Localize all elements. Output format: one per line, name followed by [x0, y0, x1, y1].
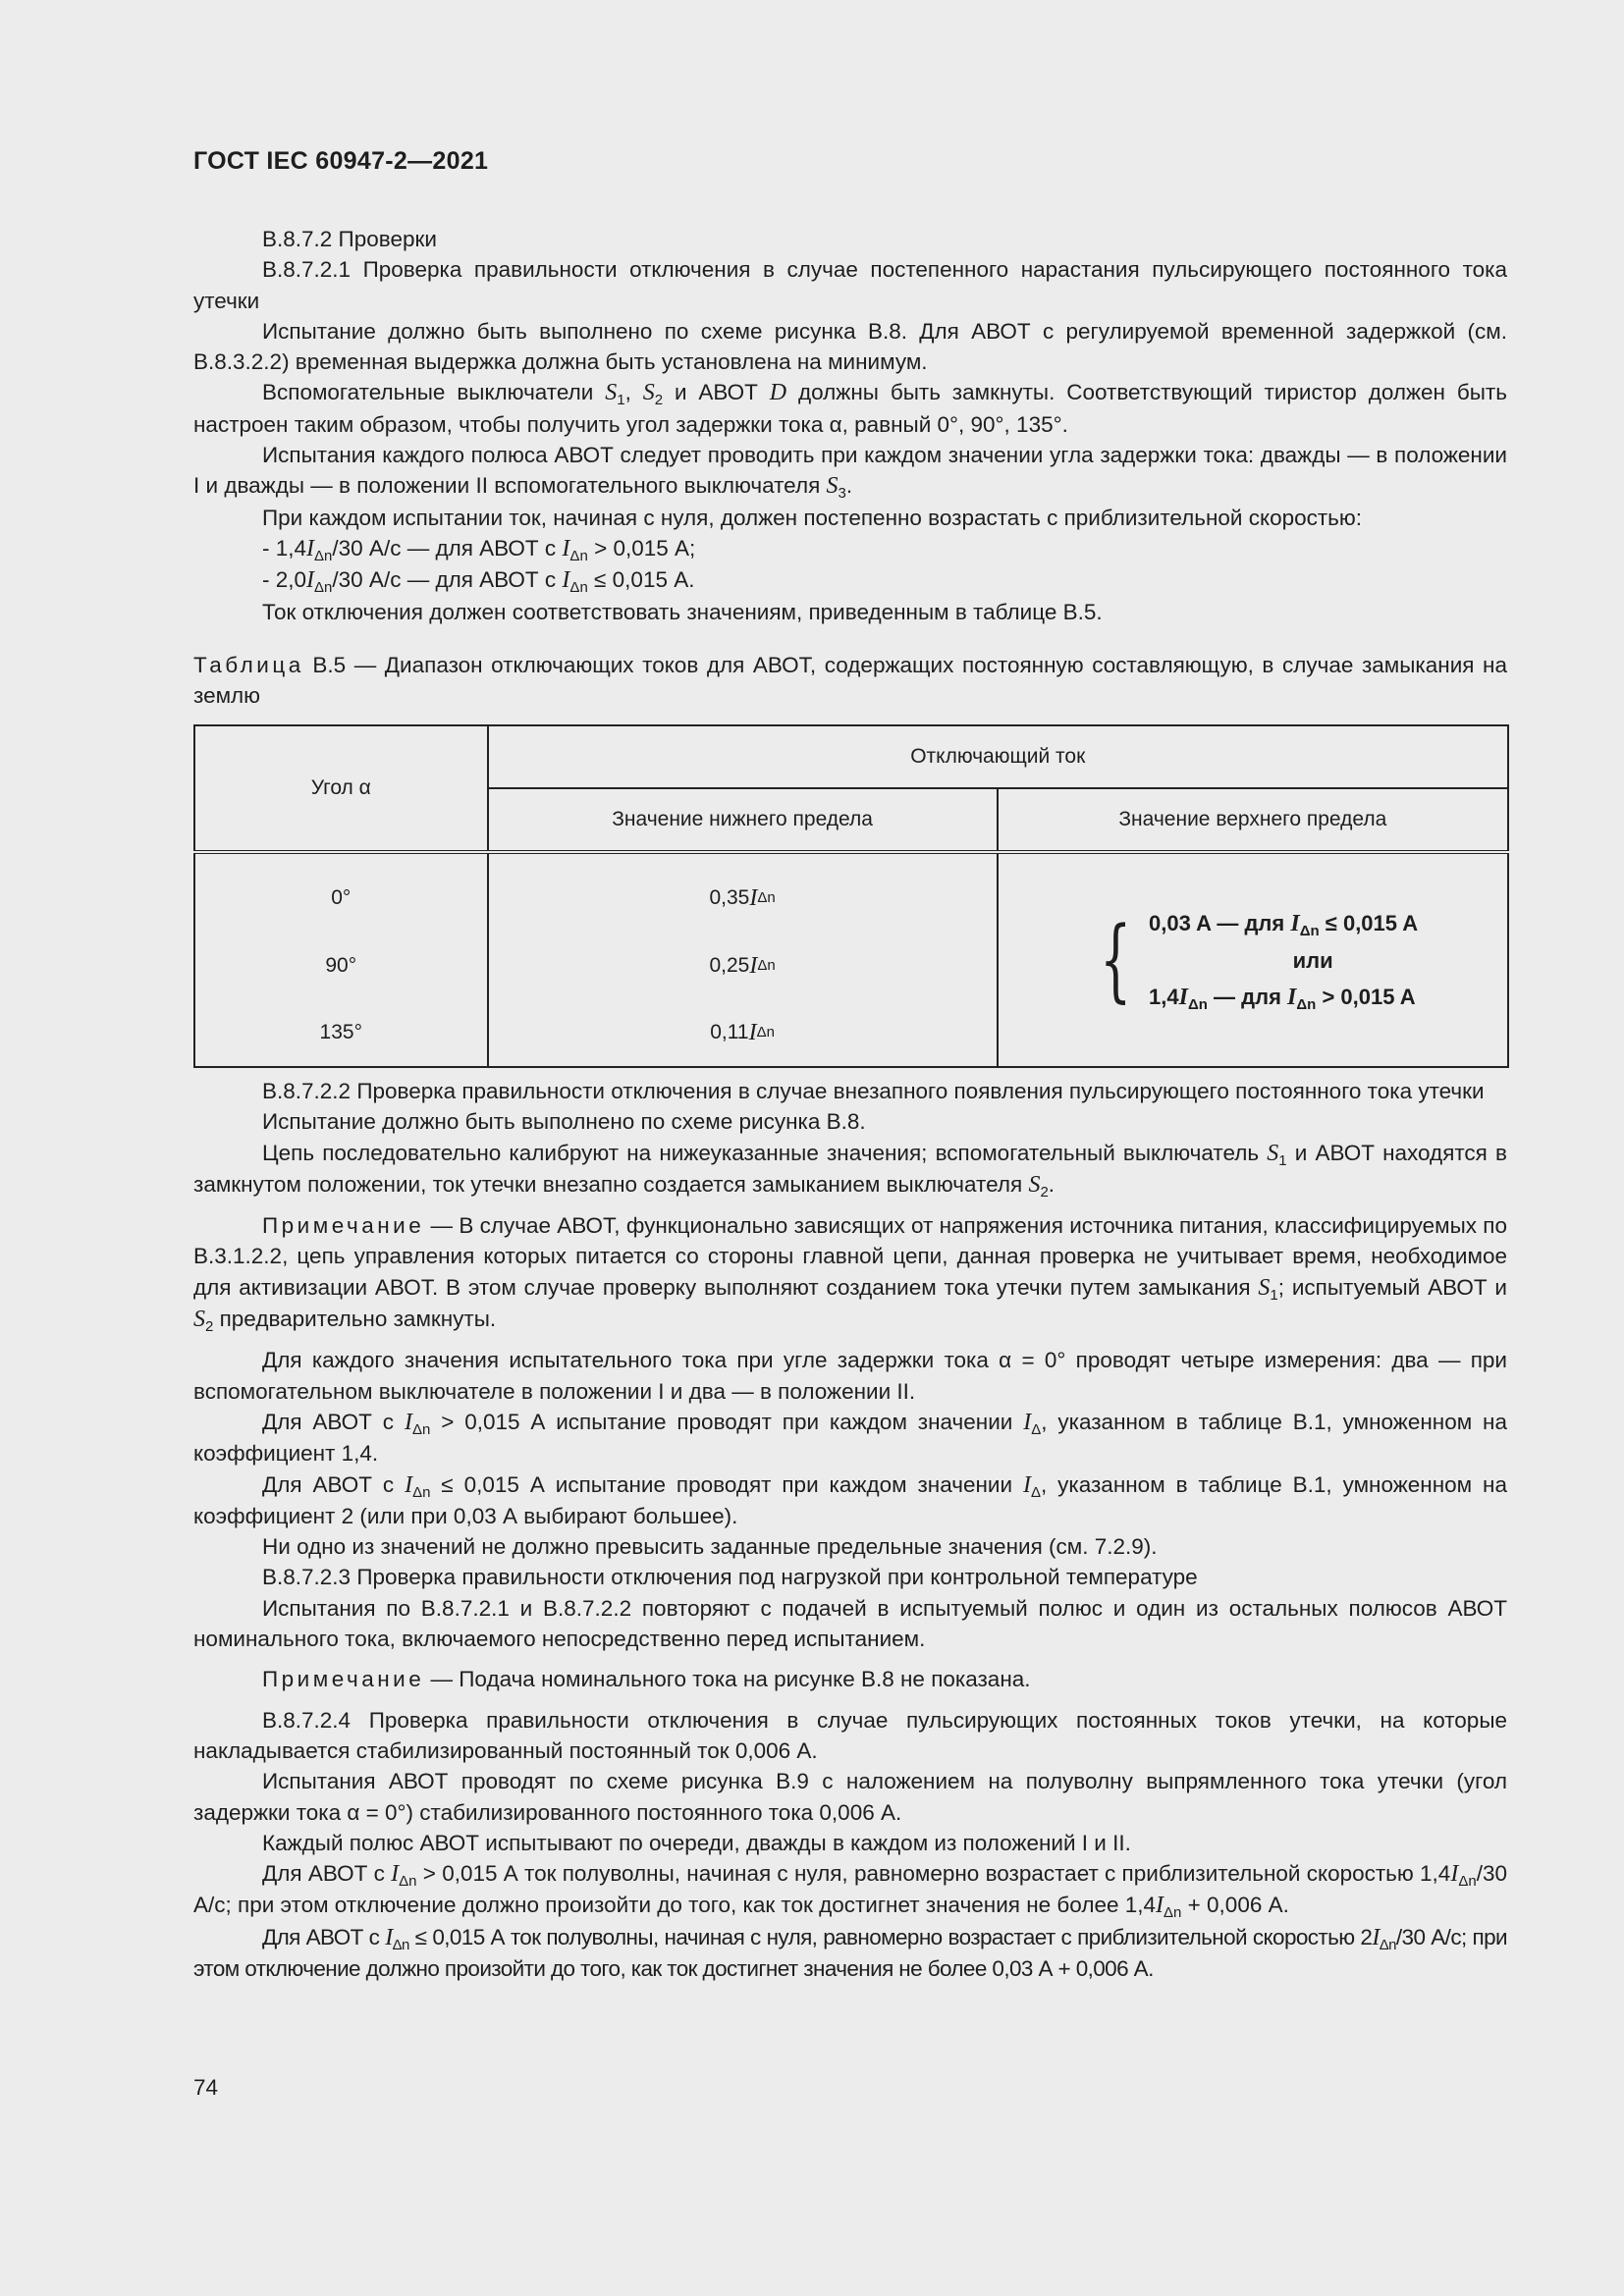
- paragraph: Цепь последовательно калибруют на нижеуказанные значения; вспомогательный выключатель $S_1$ и АВОТ находятся в замкнутом положении, ток утечки внезапно создается замыканием выключателя $S_2$.: [193, 1140, 1507, 1201]
- paragraph: Ток отключения должен соответствовать значениям, приведенным в таблице В.5.: [262, 599, 1103, 624]
- table-cell-lower: 0,11 I Δn: [710, 1019, 775, 1045]
- subsection-title: В.8.7.2.3 Проверка правильности отключения под нагрузкой при контрольной температуре: [262, 1565, 1198, 1590]
- paragraph: Вспомогательные выключатели $S_1$, $S_2$ и АВОТ D должны быть замкнуты. Соответствующий тиристор должен быть настроен таким образом, чтобы получить угол задержки тока α, равный 0°, 90°, 135°.: [193, 380, 1507, 437]
- section-title: В.8.7.2 Проверки: [262, 227, 437, 251]
- header-angle: Угол α: [194, 725, 488, 852]
- paragraph: Для АВОТ с $I_{\Delta n} > 0,015$ А испытание проводят при каждом значении $I_\Delta$, указанном в таблице В.1, умноженном на коэффициент 1,4.: [193, 1409, 1507, 1467]
- table-caption-label: Таблица: [193, 653, 304, 677]
- section-b8721: [193, 224, 1507, 627]
- page-header-title: ГОСТ IEC 60947-2—2021: [193, 147, 489, 175]
- note: Примечание — В случае АВОТ, функционально зависящих от напряжения источника питания, классифицируемых по В.3.1.2.2, цепь управления которых питается со стороны главной цепи, данная проверка не учитывает время, необходимое для активизации АВОТ. В этом случае проверку выполняют созданием тока утечки путем замыкания $S_1$; испытуемый АВОТ и $S_2$ предварительно замкнуты.: [193, 1213, 1507, 1336]
- paragraph: Испытания по В.8.7.2.1 и В.8.7.2.2 повторяют с подачей в испытуемый полюс и один из остальных полюсов АВОТ номинального тока, включаемого непосредственно перед испытанием.: [193, 1595, 1507, 1652]
- table-cell-angle: 135°: [319, 1021, 362, 1043]
- paragraph: Для АВОТ с $I_{\Delta n} \le 0,015$ А испытание проводят при каждом значении $I_\Delta$, указанном в таблице В.1, умноженном на коэффициент 2 (или при 0,03 А выбирают большее).: [193, 1471, 1507, 1528]
- page-number: 74: [193, 2075, 219, 2100]
- paragraph: Каждый полюс АВОТ испытывают по очереди, дважды в каждом из положений I и II.: [262, 1830, 1131, 1855]
- paragraph: При каждом испытании ток, начиная с нуля, должен постепенно возрастать с приблизительной скоростью:: [262, 505, 1363, 530]
- table-caption: Таблица В.5 — Диапазон отключающих токов для АВОТ, содержащих постоянную составляющую, в случае замыкания на землю: [193, 653, 1507, 709]
- upper-limit-line-2: $1,4I_{\Delta n}$ — для $I_{\Delta n} > 0,015$ A: [1149, 984, 1416, 1013]
- header-lower-limit: Значение нижнего предела: [488, 788, 998, 852]
- header-upper-limit: Значение верхнего предела: [998, 788, 1508, 852]
- list-item: - $2,0I_{\Delta n}/30$ А/с — для АВОТ с $I_{\Delta n} \le 0,015$ А.: [262, 567, 695, 597]
- subsection-title: В.8.7.2.4 Проверка правильности отключения в случае пульсирующих постоянных токов утечки, на которые накладывается стабилизированный постоянный ток 0,006 А.: [193, 1707, 1507, 1763]
- section-b8722: [193, 1076, 1507, 1984]
- subsection-title: В.8.7.2.2 Проверка правильности отключения в случае внезапного появления пульсирующего постоянного тока утечки: [262, 1079, 1485, 1103]
- curly-brace-icon: {: [1100, 907, 1132, 1012]
- table-cell-angle: 90°: [325, 954, 357, 977]
- paragraph: Испытания каждого полюса АВОТ следует проводить при каждом значении угла задержки тока: дважды — в положении I и дважды — в положении II вспомогательного выключателя $S_3$.: [193, 443, 1507, 503]
- table-b5: [193, 724, 1509, 1068]
- table-cell-angle: 0°: [331, 886, 352, 909]
- upper-limit-or: или: [1292, 947, 1333, 973]
- upper-limit-line-1: 0,03 A — для $I_{\Delta n} \le 0,015$ A: [1149, 910, 1419, 939]
- subsection-title: В.8.7.2.1 Проверка правильности отключения в случае постепенного нарастания пульсирующего постоянного тока утечки: [193, 257, 1507, 313]
- paragraph: Испытание должно быть выполнено по схеме рисунка В.8. Для АВОТ с регулируемой временной задержкой (см. В.8.3.2.2) временная выдержка должна быть установлена на минимум.: [193, 318, 1507, 375]
- paragraph: Испытание должно быть выполнено по схеме рисунка В.8.: [262, 1109, 866, 1135]
- paragraph: Для каждого значения испытательного тока при угле задержки тока α = 0° проводят четыре измерения: два — при вспомогательном выключателе в положении I и два — в положении II.: [193, 1348, 1507, 1404]
- paragraph: Испытания АВОТ проводят по схеме рисунка В.9 с наложением на полуволну выпрямленного тока утечки (угол задержки тока α = 0°) стабилизированного постоянного тока 0,006 А.: [193, 1769, 1507, 1825]
- table-cell-lower: 0,25 I Δn: [709, 952, 776, 979]
- header-trip-current: Отключающий ток: [488, 725, 1509, 788]
- paragraph: Для АВОТ с $I_{\Delta n} > 0,015$ А ток полуволны, начиная с нуля, равномерно возрастает с приблизительной скоростью $1,4I_{\Delta n}/30$ А/с; при этом отключение должно произойти до того, как ток достигнет значения не более $1,4I_{\Delta n} + 0,006$ А.: [193, 1861, 1507, 1922]
- paragraph: Для АВОТ с $I_{\Delta n} \le 0,015$ А ток полуволны, начиная с нуля, равномерно возрастает с приблизительной скоростью $2I_{\Delta n}/30$ А/с; при этом отключение должно произойти до того, как ток достигнет значения не более 0,03 А + 0,006 А.: [193, 1924, 1507, 1982]
- table-cell-lower: 0,35 I Δn: [709, 884, 776, 911]
- note: Примечание — Подача номинального тока на рисунке В.8 не показана.: [262, 1667, 1031, 1692]
- table-cell-upper: [998, 852, 1508, 1067]
- paragraph: Ни одно из значений не должно превысить заданные предельные значения (см. 7.2.9).: [262, 1534, 1158, 1560]
- list-item: - $1,4I_{\Delta n}/30$ А/с — для АВОТ с $I_{\Delta n} > 0,015$ А;: [262, 535, 696, 564]
